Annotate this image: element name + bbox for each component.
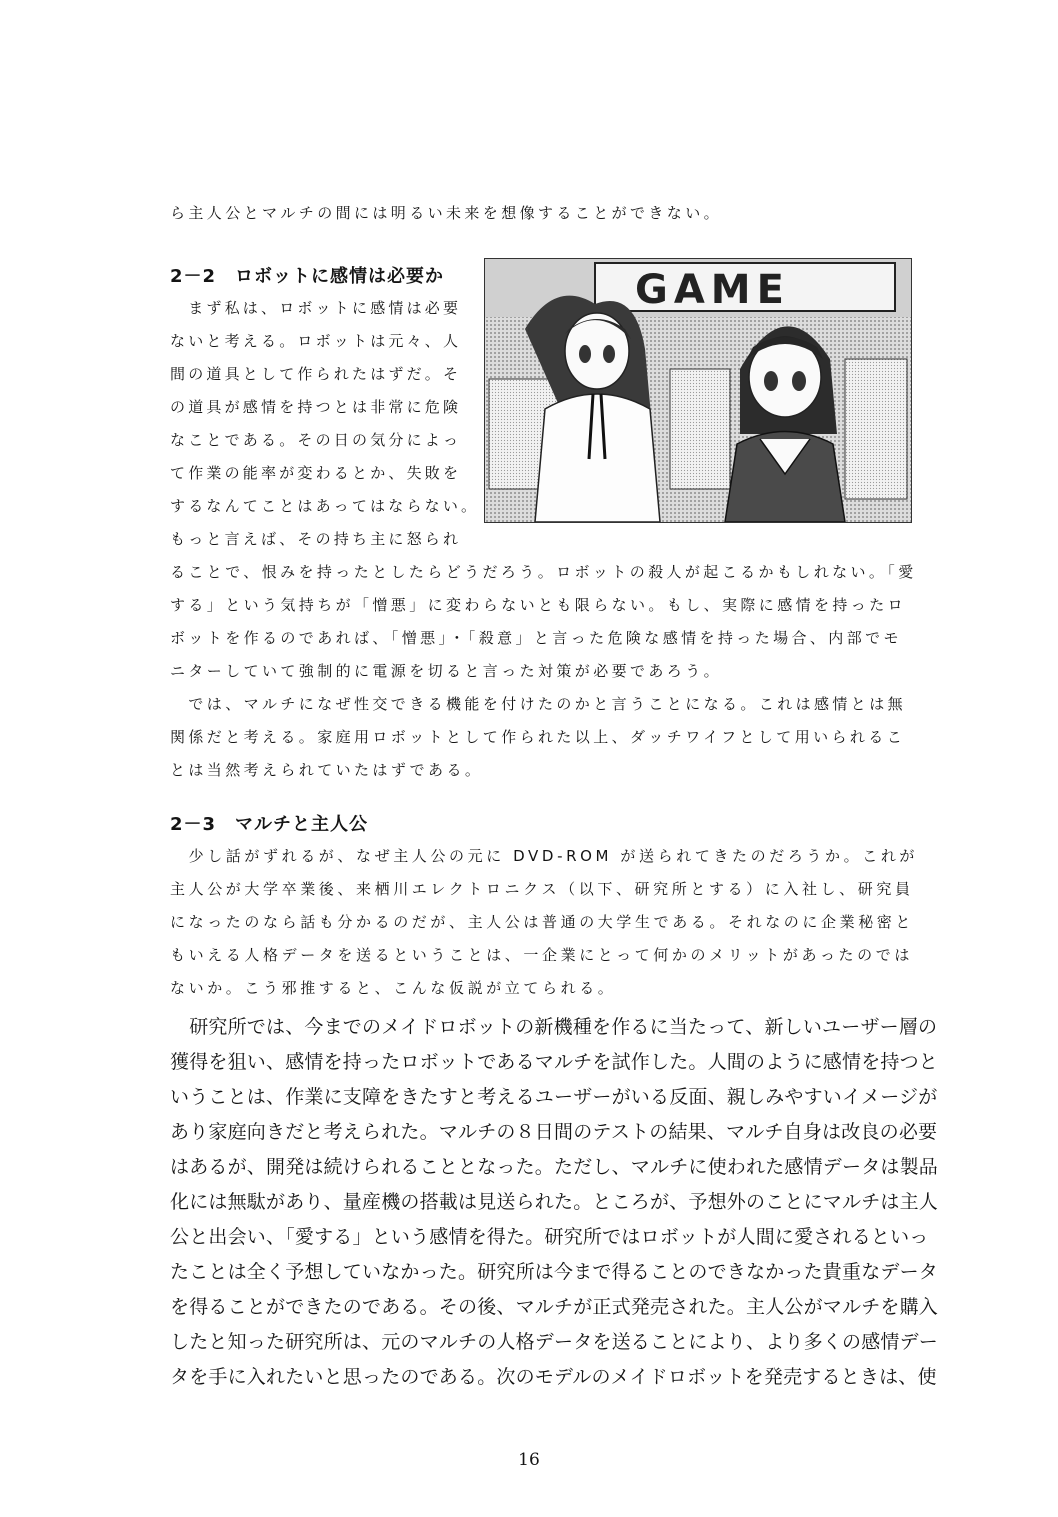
paragraph-line: て作業の能率が変わるとか、失敗を	[170, 464, 462, 482]
paragraph-line: もいえる人格データを送るということは、一企業にとって何かのメリットがあったのでは	[170, 946, 913, 964]
paragraph-line: 関係だと考える。家庭用ロボットとして作られた以上、ダッチワイフとして用いられるこ	[170, 728, 906, 746]
sign-text: GAME	[635, 267, 790, 313]
paragraph-line: なことである。その日の気分によっ	[170, 431, 462, 449]
paragraph-line: ないか。こう邪推すると、こんな仮説が立てられる。	[170, 979, 617, 997]
paragraph-line: では、マルチになぜ性交できる機能を付けたのかと言うことになる。これは感情とは無	[170, 695, 907, 713]
paragraph-line: 公と出会い、「愛する」という感情を得た。研究所ではロボットが人間に愛されるといっ	[170, 1226, 929, 1248]
paragraph-line: もっと言えば、その持ち主に怒られ	[170, 530, 462, 548]
paragraph-line: したと知った研究所は、元のマルチの人格データを送ることにより、より多くの感情デー	[170, 1331, 939, 1353]
paragraph-line: するなんてことはあってはならない。	[170, 497, 480, 515]
paragraph-line: ることで、恨みを持ったとしたらどうだろう。ロボットの殺人が起こるかもしれない。「愛	[170, 563, 917, 581]
illustration-image	[484, 258, 912, 523]
paragraph-line: ら主人公とマルチの間には明るい未来を想像することができない。	[170, 204, 723, 222]
paragraph-line: の道具が感情を持つとは非常に危険	[170, 398, 462, 416]
paragraph-line: たことは全く予想していなかった。研究所は今まで得ることのできなかった貴重なデータ	[170, 1261, 939, 1283]
paragraph-line: タを手に入れたいと思ったのである。次のモデルのメイドロボットを発売するときは、使	[170, 1366, 937, 1388]
paragraph-line: いうことは、作業に支障をきたすと考えるユーザーがいる反面、親しみやすいイメージが	[170, 1086, 938, 1108]
paragraph-line: 少し話がずれるが、なぜ主人公の元に DVD-ROM が送られてきたのだろうか。これが	[170, 847, 919, 865]
paragraph-line: ボットを作るのであれば、「憎悪」・「殺意」と言った危険な感情を持った場合、内部でモ	[170, 629, 902, 647]
paragraph-line: 間の道具として作られたはずだ。そ	[170, 365, 462, 383]
paragraph-line: する」という気持ちが「憎悪」に変わらないとも限らない。もし、実際に感情を持ったロ	[170, 596, 907, 614]
page-number: 16	[518, 1450, 540, 1470]
paragraph-line: 獲得を狙い、感情を持ったロボットであるマルチを試作した。人間のように感情を持つと	[170, 1051, 939, 1073]
paragraph-line: になったのなら話も分かるのだが、主人公は普通の大学生である。それなのに企業秘密と	[170, 913, 915, 931]
section-heading-2-2: 2－2 ロボットに感情は必要か	[170, 266, 445, 287]
paragraph-line: はあるが、開発は続けられることとなった。ただし、マルチに使われた感情データは製品	[170, 1156, 939, 1178]
paragraph-line: まず私は、ロボットに感情は必要	[170, 299, 462, 317]
paragraph-line: 研究所では、今までのメイドロボットの新機種を作るに当たって、新しいユーザー層の	[170, 1016, 938, 1038]
paragraph-line: とは当然考えられていたはずである。	[170, 761, 484, 779]
paragraph-line: 化には無駄があり、量産機の搭載は見送られた。ところが、予想外のことにマルチは主人	[170, 1191, 939, 1213]
paragraph-line: 主人公が大学卒業後、来栖川エレクトロニクス（以下、研究所とする）に入社し、研究員	[170, 880, 914, 898]
paragraph-line: ニターしていて強制的に電源を切ると言った対策が必要であろう。	[170, 662, 723, 680]
paragraph-line: を得ることができたのである。その後、マルチが正式発売された。主人公がマルチを購入	[170, 1296, 939, 1318]
section-heading-2-3: 2－3 マルチと主人公	[170, 814, 369, 835]
paragraph-line: ないと考える。ロボットは元々、人	[170, 332, 462, 350]
paragraph-line: あり家庭向きだと考えられた。マルチの８日間のテストの結果、マルチ自身は改良の必要	[170, 1121, 938, 1143]
